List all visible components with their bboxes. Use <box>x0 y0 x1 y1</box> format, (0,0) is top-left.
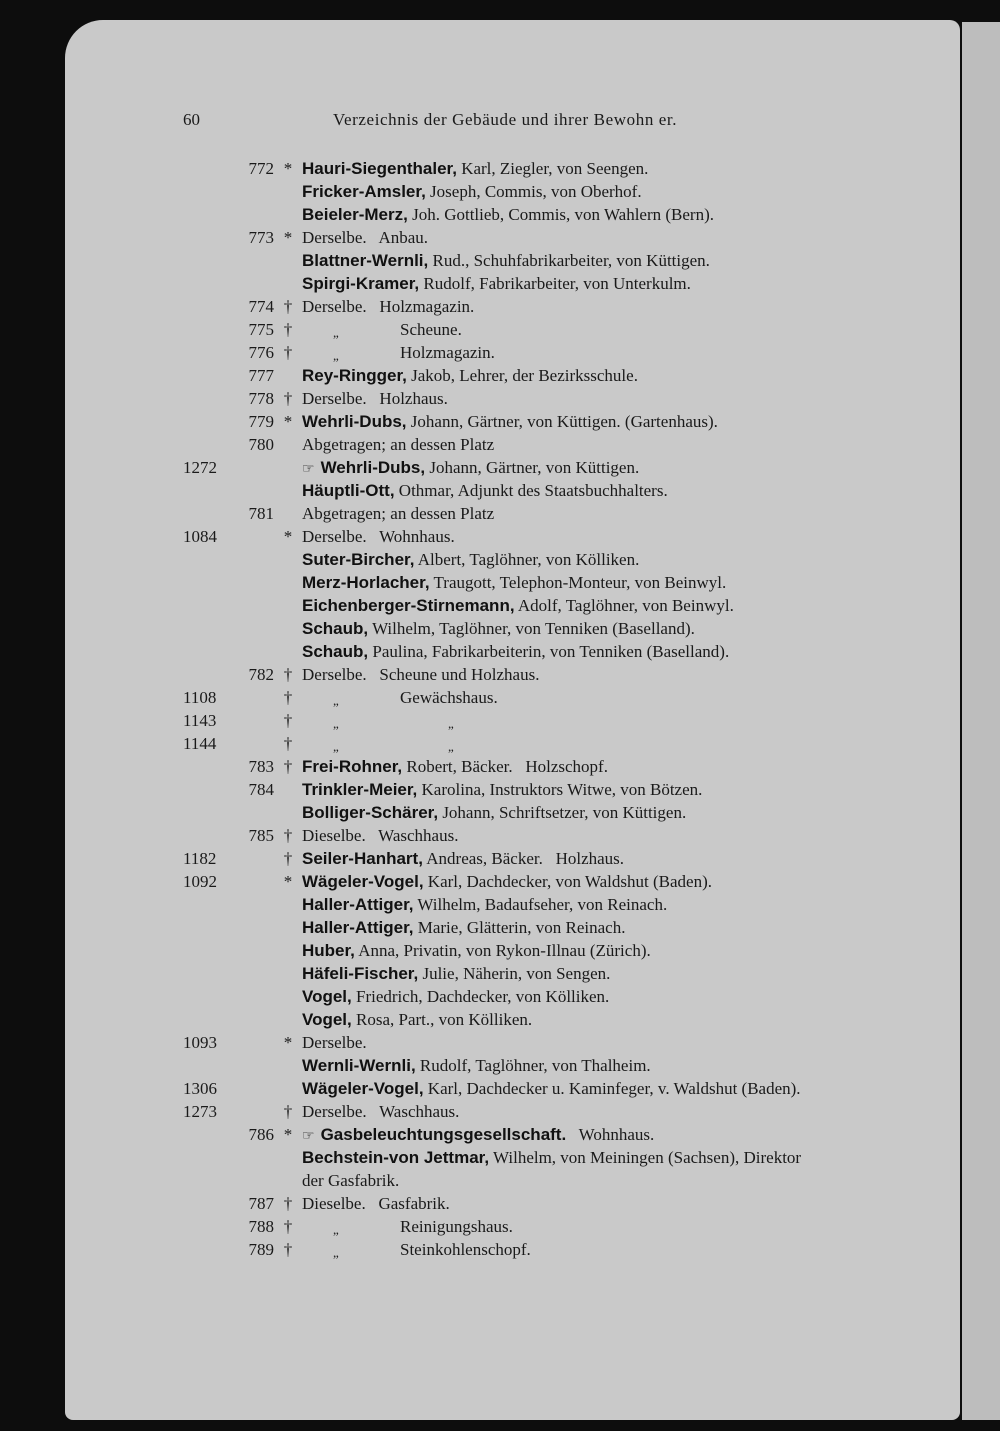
entry-details: Derselbe. Wohnhaus. <box>302 527 455 546</box>
entry-text <box>302 525 455 548</box>
status-symbol: † <box>283 389 293 408</box>
entry-details: Traugott, Telephon-Monteur, von Beinwyl. <box>429 573 727 592</box>
entry-text <box>302 433 494 456</box>
entry-text <box>302 364 638 387</box>
register-row <box>0 617 1000 640</box>
building-number: 775 <box>248 320 274 339</box>
status-symbol: † <box>283 688 293 707</box>
status-symbol: * <box>283 412 293 431</box>
register-row <box>0 226 1000 249</box>
register-row <box>0 249 1000 272</box>
resident-name: Schaub, <box>302 619 369 638</box>
entry-details: Reinigungshaus. <box>400 1217 513 1236</box>
entry-text <box>302 594 734 617</box>
entry-text <box>302 295 474 318</box>
resident-name: Schaub, <box>302 642 369 661</box>
entry-text <box>302 1031 367 1054</box>
entry-details: Jakob, Lehrer, der Bezirksschule. <box>406 366 638 385</box>
register-row <box>0 548 1000 571</box>
entry-details: Joseph, Commis, von Oberhof. <box>425 182 642 201</box>
building-number: 787 <box>248 1194 274 1213</box>
entry-text <box>302 870 712 893</box>
resident-name: Wägeler-Vogel, <box>302 1079 424 1098</box>
entry-text <box>302 824 458 847</box>
entry-details: Derselbe. <box>302 1033 367 1052</box>
entry-text <box>302 571 726 594</box>
register-row <box>0 1123 1000 1146</box>
entry-text <box>302 1008 532 1031</box>
status-symbol: * <box>283 872 293 891</box>
entry-details: Wohnhaus. <box>566 1125 655 1144</box>
register-row <box>0 1215 1000 1238</box>
register-row <box>0 755 1000 778</box>
register-row <box>0 433 1000 456</box>
resident-name: Wägeler-Vogel, <box>302 872 424 891</box>
resident-name: Bolliger-Schärer, <box>302 803 439 822</box>
entry-text <box>302 272 691 295</box>
register-row <box>0 640 1000 663</box>
entry-details: Adolf, Taglöhner, von Beinwyl. <box>514 596 734 615</box>
entry-details: Derselbe. Anbau. <box>302 228 429 247</box>
building-number: 783 <box>248 757 274 776</box>
resident-name: Vogel, <box>302 987 352 1006</box>
entry-details: der Gasfabrik. <box>302 1171 400 1190</box>
resident-name: Wehrli-Dubs, <box>302 412 407 431</box>
register-row <box>0 525 1000 548</box>
register-row <box>0 1238 1000 1261</box>
status-symbol: † <box>283 826 293 845</box>
register-row <box>0 709 1000 732</box>
register-row <box>0 157 1000 180</box>
register-row <box>0 962 1000 985</box>
ditto-mark: „ <box>333 716 339 731</box>
register-row <box>0 502 1000 525</box>
alt-number: 1272 <box>183 458 217 477</box>
entry-details: Derselbe. Scheune und Holzhaus. <box>302 665 540 684</box>
entry-text <box>302 985 609 1008</box>
entry-text <box>302 226 428 249</box>
resident-name: Wernli-Wernli, <box>302 1056 416 1075</box>
entry-details: Anna, Privatin, von Rykon-Illnau (Zürich). <box>354 941 651 960</box>
register-row <box>0 663 1000 686</box>
entry-details: Julie, Näherin, von Sengen. <box>418 964 611 983</box>
alt-number: 1143 <box>183 711 217 730</box>
ditto-mark: „ <box>333 693 339 708</box>
resident-name: Wehrli-Dubs, <box>320 458 426 477</box>
alt-number: 1084 <box>183 527 217 546</box>
register-row <box>0 594 1000 617</box>
resident-name: Seiler-Hanhart, <box>302 849 423 868</box>
entry-details: Karl, Ziegler, von Seengen. <box>456 159 649 178</box>
register-row <box>0 870 1000 893</box>
register-row <box>0 985 1000 1008</box>
resident-name: Häuptli-Ott, <box>302 481 395 500</box>
register-row <box>0 456 1000 479</box>
resident-name: Merz-Horlacher, <box>302 573 430 592</box>
pointing-hand-icon: ☞ <box>302 461 315 477</box>
resident-name: Vogel, <box>302 1010 352 1029</box>
entry-details: Wilhelm, von Meiningen (Sachsen), Direktor <box>489 1148 802 1167</box>
entry-details: Derselbe. Waschhaus. <box>302 1102 460 1121</box>
entry-details: Robert, Bäcker. Holzschopf. <box>402 757 608 776</box>
status-symbol: * <box>283 1125 293 1144</box>
register-row <box>0 801 1000 824</box>
building-number: 785 <box>248 826 274 845</box>
entry-details: Rudolf, Taglöhner, von Thalheim. <box>415 1056 651 1075</box>
status-symbol: † <box>283 1240 293 1259</box>
resident-name: Rey-Ringger, <box>302 366 407 385</box>
building-number: 784 <box>248 780 274 799</box>
register-row <box>0 571 1000 594</box>
alt-number: 1144 <box>183 734 217 753</box>
entry-text <box>302 479 668 502</box>
entry-text <box>400 1215 513 1238</box>
register-row <box>0 1192 1000 1215</box>
entry-text <box>302 916 625 939</box>
status-symbol: † <box>283 1102 293 1121</box>
resident-name: Eichenberger-Stirnemann, <box>302 596 515 615</box>
entry-details: Wilhelm, Badaufseher, von Reinach. <box>413 895 668 914</box>
register-row <box>0 180 1000 203</box>
entry-details: Albert, Taglöhner, von Kölliken. <box>414 550 640 569</box>
register-row <box>0 341 1000 364</box>
ditto-mark: „ <box>448 716 454 731</box>
entry-details: Derselbe. Holzmagazin. <box>302 297 475 316</box>
entry-text <box>302 157 648 180</box>
alt-number: 1306 <box>183 1079 217 1098</box>
status-symbol: † <box>283 343 293 362</box>
building-number: 777 <box>248 366 274 385</box>
entry-text <box>302 755 608 778</box>
entry-details: Johann, Gärtner, von Küttigen. <box>425 458 640 477</box>
register-row <box>0 203 1000 226</box>
register-row <box>0 1031 1000 1054</box>
alt-number: 1182 <box>183 849 217 868</box>
resident-name: Suter-Bircher, <box>302 550 415 569</box>
alt-number: 1273 <box>183 1102 217 1121</box>
alt-number: 1093 <box>183 1033 217 1052</box>
building-number: 782 <box>248 665 274 684</box>
building-number: 789 <box>248 1240 274 1259</box>
entry-text <box>400 318 462 341</box>
entry-text <box>302 387 448 410</box>
building-number: 778 <box>248 389 274 408</box>
entry-details: Paulina, Fabrikarbeiterin, von Tenniken (Baselland). <box>368 642 730 661</box>
status-symbol: * <box>283 228 293 247</box>
status-symbol: † <box>283 757 293 776</box>
building-number: 774 <box>248 297 274 316</box>
entry-text <box>302 502 494 525</box>
register-row <box>0 364 1000 387</box>
entry-text <box>302 847 624 870</box>
entry-details: Rudolf, Fabrikarbeiter, von Unterkulm. <box>419 274 691 293</box>
entry-details: Gewächshaus. <box>400 688 498 707</box>
ditto-mark: „ <box>333 325 339 340</box>
entry-text <box>302 548 639 571</box>
ditto-mark: „ <box>333 348 339 363</box>
ditto-mark: „ <box>333 1222 339 1237</box>
resident-name: Trinkler-Meier, <box>302 780 418 799</box>
building-number: 781 <box>248 504 274 523</box>
resident-name: Fricker-Amsler, <box>302 182 426 201</box>
entry-details: Andreas, Bäcker. Holzhaus. <box>422 849 625 868</box>
entry-details: Dieselbe. Gasfabrik. <box>302 1194 450 1213</box>
register-row <box>0 939 1000 962</box>
resident-name: Spirgi-Kramer, <box>302 274 420 293</box>
register-row <box>0 1054 1000 1077</box>
register-row <box>0 318 1000 341</box>
entry-details: Johann, Gärtner, von Küttigen. (Gartenhaus). <box>406 412 718 431</box>
status-symbol: † <box>283 1217 293 1236</box>
entry-details: Karl, Dachdecker, von Waldshut (Baden). <box>423 872 712 891</box>
entry-text <box>302 1100 459 1123</box>
page-title: Verzeichnis der Gebäude und ihrer Bewohn er. <box>333 110 678 129</box>
register-row <box>0 916 1000 939</box>
resident-name: Haller-Attiger, <box>302 918 414 937</box>
resident-name: Häfeli-Fischer, <box>302 964 419 983</box>
entry-text <box>302 410 718 433</box>
resident-name: Gasbeleuchtungsgesellschaft. <box>320 1125 567 1144</box>
entry-details: Abgetragen; an dessen Platz <box>302 435 495 454</box>
register-row <box>0 1100 1000 1123</box>
building-number: 788 <box>248 1217 274 1236</box>
entry-text <box>302 962 610 985</box>
entry-details: Scheune. <box>400 320 462 339</box>
entry-text <box>302 1192 450 1215</box>
register-row <box>0 847 1000 870</box>
status-symbol: † <box>283 711 293 730</box>
ditto-mark: „ <box>333 739 339 754</box>
register-row <box>0 732 1000 755</box>
entry-text <box>302 617 695 640</box>
entry-details: Karl, Dachdecker u. Kaminfeger, v. Waldshut (Baden). <box>423 1079 801 1098</box>
entry-text <box>302 203 714 226</box>
register-row <box>0 272 1000 295</box>
entry-text <box>400 686 498 709</box>
resident-name: Haller-Attiger, <box>302 895 414 914</box>
building-number: 786 <box>248 1125 274 1144</box>
status-symbol: † <box>283 1194 293 1213</box>
resident-name: Blattner-Wernli, <box>302 251 429 270</box>
entry-details: Dieselbe. Waschhaus. <box>302 826 459 845</box>
resident-name: Hauri-Siegenthaler, <box>302 159 457 178</box>
entry-text <box>400 1238 531 1261</box>
entry-text <box>302 1169 399 1192</box>
building-number: 776 <box>248 343 274 362</box>
register-row <box>0 1008 1000 1031</box>
register-row <box>0 778 1000 801</box>
entry-details: Johann, Schriftsetzer, von Küttigen. <box>438 803 687 822</box>
status-symbol: † <box>283 665 293 684</box>
entry-details: Joh. Gottlieb, Commis, von Wahlern (Bern). <box>407 205 715 224</box>
entry-text <box>302 801 686 824</box>
entry-details: Marie, Glätterin, von Reinach. <box>413 918 626 937</box>
entry-details: Steinkohlenschopf. <box>400 1240 531 1259</box>
entry-text <box>302 456 639 481</box>
status-symbol: † <box>283 297 293 316</box>
register-row <box>0 1077 1000 1100</box>
building-number: 772 <box>248 159 274 178</box>
resident-name: Frei-Rohner, <box>302 757 403 776</box>
register-row <box>0 1146 1000 1169</box>
entry-details: Othmar, Adjunkt des Staatsbuchhalters. <box>394 481 668 500</box>
building-number: 773 <box>248 228 274 247</box>
entry-text <box>400 341 495 364</box>
register-row <box>0 1169 1000 1192</box>
entry-details: Rud., Schuhfabrikarbeiter, von Küttigen. <box>428 251 710 270</box>
resident-name: Beieler-Merz, <box>302 205 408 224</box>
status-symbol: * <box>283 1033 293 1052</box>
register-row <box>0 893 1000 916</box>
entry-text <box>302 640 729 663</box>
entry-details: Wilhelm, Taglöhner, von Tenniken (Baselland). <box>368 619 695 638</box>
entry-text <box>302 249 710 272</box>
status-symbol: * <box>283 527 293 546</box>
entry-details: Friedrich, Dachdecker, von Kölliken. <box>351 987 610 1006</box>
entry-details: Karolina, Instruktors Witwe, von Bötzen. <box>417 780 703 799</box>
entry-text <box>302 778 702 801</box>
building-number: 779 <box>248 412 274 431</box>
page-number: 60 <box>183 110 200 129</box>
entry-details: Rosa, Part., von Kölliken. <box>351 1010 533 1029</box>
register-row <box>0 686 1000 709</box>
pointing-hand-icon: ☞ <box>302 1128 315 1144</box>
register-row <box>0 387 1000 410</box>
entry-text <box>302 893 667 916</box>
entry-text <box>302 1123 654 1148</box>
alt-number: 1108 <box>183 688 217 707</box>
ditto-mark: „ <box>333 1245 339 1260</box>
alt-number: 1092 <box>183 872 217 891</box>
entry-text <box>302 939 651 962</box>
ditto-mark: „ <box>448 739 454 754</box>
status-symbol: * <box>283 159 293 178</box>
register-row <box>0 295 1000 318</box>
entry-text <box>302 1054 651 1077</box>
entry-text <box>302 663 539 686</box>
entry-text <box>302 180 642 203</box>
register-row <box>0 824 1000 847</box>
resident-name: Huber, <box>302 941 355 960</box>
register-row <box>0 410 1000 433</box>
entry-details: Abgetragen; an dessen Platz <box>302 504 495 523</box>
register-row <box>0 479 1000 502</box>
entry-text <box>302 1146 801 1169</box>
status-symbol: † <box>283 734 293 753</box>
status-symbol: † <box>283 849 293 868</box>
entry-details: Holzmagazin. <box>400 343 495 362</box>
status-symbol: † <box>283 320 293 339</box>
resident-name: Bechstein-von Jettmar, <box>302 1148 490 1167</box>
entry-text <box>302 1077 801 1100</box>
entry-details: Derselbe. Holzhaus. <box>302 389 448 408</box>
building-number: 780 <box>248 435 274 454</box>
